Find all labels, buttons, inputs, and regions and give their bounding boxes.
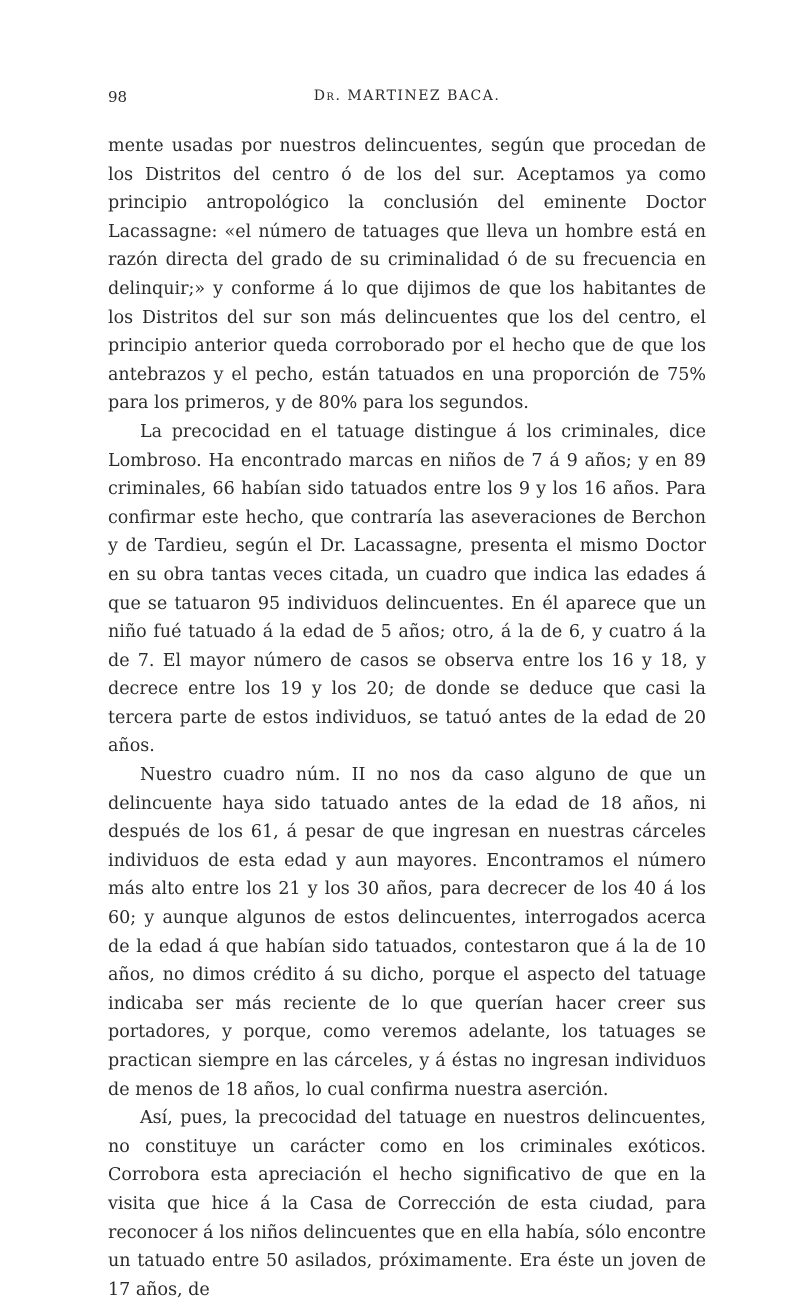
running-title: Dr. MARTINEZ BACA. <box>313 88 501 104</box>
paragraph-2: La precocidad en el tatuage distingue á los criminales, dice Lombroso. Ha encontrado marcas en niños de 7 á 9 años; y en 89 criminales, 66 habían sido tatuados entre los 9 y los 16 años. Para confirmar este hecho, que contraría las aseveraciones de Berchon y de Tardieu, según el Dr. Lacassagne, presenta el mismo Doctor en su obra tantas veces citada, un cuadro que indica las edades á que se tatuaron 95 individuos delincuentes. En él aparece que un niño fué tatuado á la edad de 5 años; otro, á la de 6, y cuatro á la de 7. El mayor número de casos se observa entre los 16 y 18, y decrece entre los 19 y los 20; de donde se deduce que casi la tercera parte de estos individuos, se tatuó antes de la edad de 20 años. <box>108 421 706 757</box>
paragraph-1: mente usadas por nuestros delincuentes, según que procedan de los Distritos del centro ó de los del sur. Aceptamos ya como principio antropológico la conclusión del eminente Doctor Lacassagne: «el número de tatuages que lleva un hombre está en razón directa del grado de su criminalidad ó de su frecuencia en delinquir;» y conforme á lo que dijimos de que los habitantes de los Distritos del sur son más delincuentes que los del centro, el principio anterior queda corroborado por el hecho que de que los antebrazos y el pecho, están tatuados en una proporción de 75% para los primeros, y de 80% para los segundos. <box>108 136 706 414</box>
body-text <box>108 132 706 1304</box>
running-head <box>108 88 706 112</box>
paragraph-4: Así, pues, la precocidad del tatuage en nuestros delincuentes, no constituye un carácter como en los criminales exóticos. Corrobora esta apreciación el hecho significativo de que en la visita que hice á la Casa de Corrección de esta ciudad, para reconocer á los niños delincuentes que en ella había, sólo encontre un tatuado entre 50 asilados, próximamente. Era éste un joven de 17 años, de <box>108 1108 706 1300</box>
book-page <box>108 88 706 1304</box>
page-number: 98 <box>108 88 128 106</box>
paragraph-3: Nuestro cuadro núm. II no nos da caso alguno de que un delincuente haya sido tatuado antes de la edad de 18 años, ni después de los 61, á pesar de que ingresan en nuestras cárceles individuos de esta edad y aun mayores. Encontramos el número más alto entre los 21 y los 30 años, para decrecer de los 40 á los 60; y aunque algunos de estos delincuentes, interrogados acerca de la edad á que habían sido tatuados, contestaron que á la de 10 años, no dimos crédito á su dicho, porque el aspecto del tatuage indicaba ser más reciente de lo que querían hacer creer sus portadores, y porque, como veremos adelante, los tatuages se practican siempre en las cárceles, y á éstas no ingresan individuos de menos de 18 años, lo cual confirma nuestra aserción. <box>108 765 706 1100</box>
